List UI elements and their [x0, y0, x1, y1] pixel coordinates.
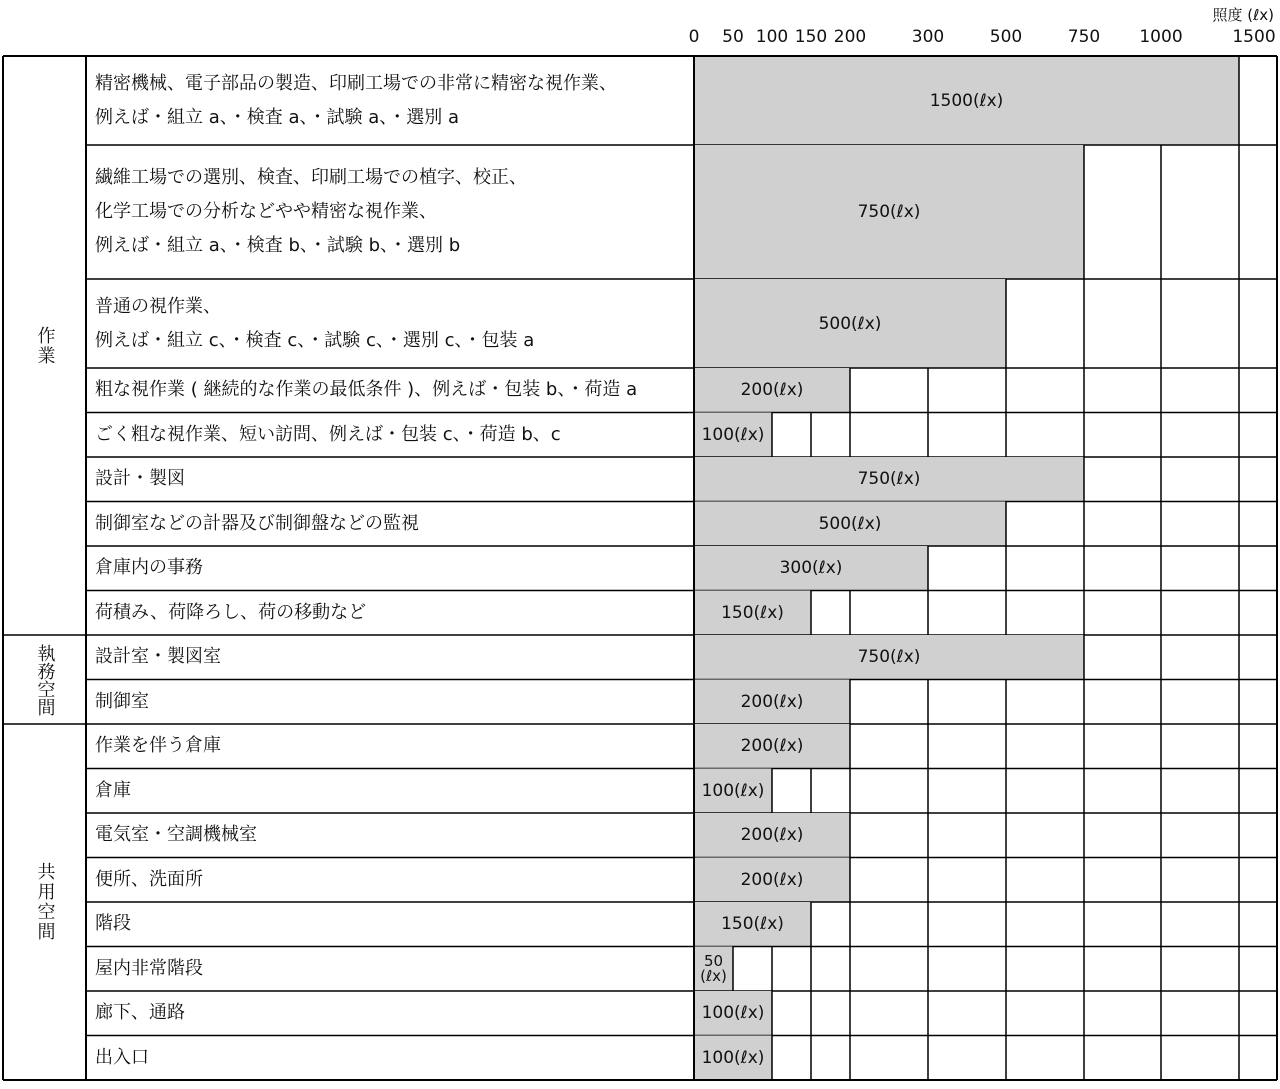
description-line: 化学工場での分析などやや精密な視作業、: [95, 201, 437, 222]
description-line: 廊下、通路: [95, 1002, 185, 1024]
x-tick-label: 100: [755, 27, 789, 47]
description-line: 精密機械、電子部品の製造、印刷工場での非常に精密な視作業、: [95, 72, 617, 94]
row-description: [86, 279, 693, 368]
row-description: [86, 680, 693, 725]
data-label: 200(ℓx): [740, 380, 804, 401]
row-description: [86, 947, 693, 992]
description-line: 例えば・組立 a、・検査 b、・試験 b、・選別 b: [95, 235, 461, 256]
category-label: 共用空間: [34, 862, 56, 942]
data-label: 500(ℓx): [818, 513, 882, 534]
description-line: ごく粗な視作業、短い訪問、例えば・包装 c、・荷造 b、c: [95, 423, 561, 445]
row-description: [86, 591, 693, 636]
description-line: 繊維工場での選別、検査、印刷工場での植字、校正、: [95, 167, 527, 188]
description-line: 設計室・製図室: [95, 646, 221, 668]
row-description: [86, 1036, 693, 1081]
row-description: [86, 546, 693, 591]
row-description: [86, 902, 693, 947]
data-label: 200(ℓx): [740, 825, 804, 846]
description-line: 倉庫: [95, 779, 131, 801]
description-line: 荷積み、荷降ろし、荷の移動など: [95, 601, 367, 623]
row-description: [86, 457, 693, 502]
data-label: 300(ℓx): [779, 558, 843, 579]
category-label: 作業: [34, 325, 56, 366]
data-label: 100(ℓx): [701, 424, 765, 445]
data-label: 750(ℓx): [857, 202, 921, 222]
row-description: [86, 813, 693, 858]
data-label: 150(ℓx): [721, 602, 784, 623]
description-line: 倉庫内の事務: [95, 557, 203, 579]
description-line: 制御室: [95, 690, 149, 712]
description-line: 便所、洗面所: [95, 868, 203, 890]
row-description: [86, 991, 693, 1036]
x-tick-label: 200: [833, 27, 867, 47]
description-line: 電気室・空調機械室: [95, 824, 257, 846]
x-tick-label: 750: [1067, 27, 1101, 47]
description-line: 作業を伴う倉庫: [95, 735, 221, 757]
x-tick-label: 50: [722, 27, 744, 47]
data-label: 200(ℓx): [740, 691, 804, 712]
row-description: [86, 368, 693, 413]
category-label: 執務空間: [34, 643, 56, 716]
description-line: 階段: [95, 913, 131, 935]
data-label: 100(ℓx): [701, 1047, 765, 1068]
description-line: 例えば・組立 a、・検査 a、・試験 a、・選別 a: [95, 106, 460, 128]
description-line: 設計・製図: [95, 468, 185, 490]
description-line: 例えば・組立 c、・検査 c、・試験 c、・選別 c、・包装 a: [95, 329, 535, 351]
description-line: 制御室などの計器及び制御盤などの監視: [95, 512, 419, 534]
data-label: 200(ℓx): [740, 736, 804, 757]
data-label: 100(ℓx): [701, 780, 765, 801]
row-description: [86, 413, 693, 458]
row-description: [86, 858, 693, 903]
data-label: 1500(ℓx): [929, 90, 1004, 111]
description-line: 屋内非常階段: [95, 957, 203, 979]
row-description: [86, 724, 693, 769]
x-tick-label: 150: [794, 27, 828, 47]
row-description: [86, 769, 693, 814]
description-line: 出入口: [95, 1046, 149, 1068]
unit-label: 照度 (ℓx): [1212, 6, 1274, 24]
data-label: 750(ℓx): [857, 647, 921, 668]
data-label: 750(ℓx): [857, 469, 921, 490]
description-line: 粗な視作業 ( 継続的な作業の最低条件 )、例えば・包装 b、・荷造 a: [95, 379, 638, 401]
x-tick-label: 500: [989, 27, 1023, 47]
description-line: 普通の視作業、: [95, 295, 221, 317]
row-description: [86, 56, 693, 145]
x-tick-label: 0: [688, 27, 700, 47]
x-tick-label: 1000: [1139, 27, 1183, 47]
row-description: [86, 145, 693, 279]
data-label: 200(ℓx): [740, 869, 804, 890]
data-label: 150(ℓx): [721, 914, 784, 935]
data-label: 50 (ℓx): [700, 951, 727, 985]
row-description: [86, 502, 693, 547]
data-label: 100(ℓx): [701, 1003, 765, 1024]
data-label: 500(ℓx): [818, 313, 882, 334]
x-tick-label: 300: [911, 27, 945, 47]
x-tick-label: 1500: [1232, 27, 1276, 47]
row-description: [86, 635, 693, 680]
